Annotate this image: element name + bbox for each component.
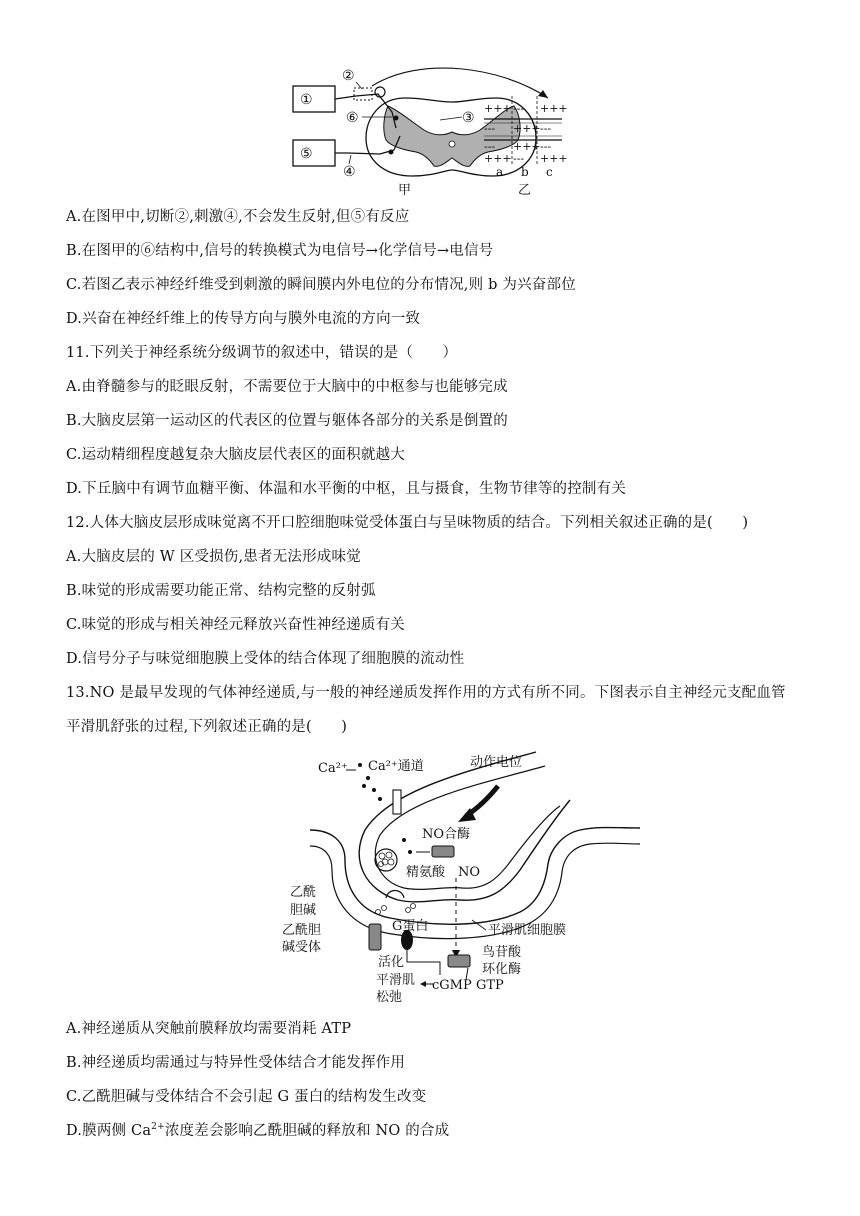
label-3: ③ bbox=[462, 110, 475, 126]
cut-site-2 bbox=[354, 88, 372, 100]
leader-3 bbox=[440, 117, 462, 120]
label-gtp: GTP bbox=[476, 978, 504, 993]
reflex-arc-figure bbox=[0, 0, 860, 210]
q13-option-d-sup: 2+ bbox=[151, 1122, 165, 1133]
charge-low-a: --- bbox=[484, 140, 496, 153]
guanylate-cyclase bbox=[448, 955, 470, 967]
ach-receptor bbox=[369, 924, 381, 950]
caption-yi: 乙 bbox=[518, 183, 532, 198]
q13-option-d-post: 浓度差会影响乙酰胆碱的释放和 NO 的合成 bbox=[164, 1123, 450, 1139]
central-canal bbox=[449, 141, 455, 147]
charge-bot-a: +++ bbox=[484, 152, 512, 165]
ca-channel bbox=[393, 790, 401, 814]
zone-c: c bbox=[546, 165, 553, 179]
q12-option-a: A.大脑皮层的 W 区受损伤,患者无法形成味觉 bbox=[66, 549, 361, 565]
q10-option-c: C.若图乙表示神经纤维受到刺激的瞬间膜内外电位的分布情况,则 b 为兴奋部位 bbox=[66, 277, 576, 293]
label-4: ④ bbox=[343, 164, 356, 180]
charge-bot-b: --- bbox=[513, 152, 525, 165]
charge-in-b: +++ bbox=[513, 122, 541, 135]
charge-top-c: +++ bbox=[540, 102, 568, 115]
q11-option-a: A.由脊髓参与的眨眼反射，不需要位于大脑中的中枢参与也能够完成 bbox=[66, 379, 508, 395]
label-activate: 活化 bbox=[378, 955, 405, 970]
label-sm-membrane: 平滑肌细胞膜 bbox=[488, 923, 567, 938]
label-relax-2: 松弛 bbox=[376, 990, 403, 1005]
synaptic-vesicle bbox=[375, 849, 397, 871]
q13-option-c: C.乙酰胆碱与受体结合不会引起 G 蛋白的结构发生改变 bbox=[66, 1089, 427, 1105]
arrowhead bbox=[538, 90, 548, 98]
q12-option-b: B.味觉的形成需要功能正常、结构完整的反射弧 bbox=[66, 583, 376, 599]
arrow-to-yi bbox=[372, 68, 548, 98]
no-synthase-box bbox=[432, 846, 454, 857]
label-g-protein: G蛋白 bbox=[392, 919, 429, 934]
label-ach-1: 乙酰 bbox=[290, 885, 317, 900]
charge-in-a: --- bbox=[484, 122, 496, 135]
zone-a: a bbox=[496, 165, 504, 179]
label-relax-1: 平滑肌 bbox=[376, 973, 416, 988]
q13-option-b: B.神经递质均需通过与特异性受体结合才能发挥作用 bbox=[66, 1055, 406, 1071]
q10-option-b: B.在图甲的⑥结构中,信号的转换模式为电信号→化学信号→电信号 bbox=[66, 243, 494, 259]
charge-bot-c: +++ bbox=[540, 152, 568, 165]
label-1: ① bbox=[300, 92, 313, 108]
charge-top-a: +++ bbox=[484, 102, 512, 115]
no-synapse-figure bbox=[0, 745, 860, 1005]
q12-option-c: C.味觉的形成与相关神经元释放兴奋性神经递质有关 bbox=[66, 617, 405, 633]
q11-option-d: D.下丘脑中有调节血糖平衡、体温和水平衡的中枢，且与摄食，生物节律等的控制有关 bbox=[66, 481, 627, 497]
q13-option-d bbox=[66, 1122, 449, 1140]
label-6: ⑥ bbox=[346, 110, 359, 126]
synapse-dot-1 bbox=[394, 116, 399, 121]
label-ca-channel: Ca²⁺通道 bbox=[368, 759, 424, 774]
label-no-synthase: NO合酶 bbox=[422, 827, 471, 842]
q13-option-a: A.神经递质从突触前膜释放均需要消耗 ATP bbox=[66, 1021, 352, 1037]
charge-top-b: --- bbox=[513, 102, 525, 115]
activation-arrow bbox=[407, 950, 440, 975]
label-arginine: 精氨酸 bbox=[406, 865, 446, 880]
q11-option-c: C.运动精细程度越复杂大脑皮层代表区的面积就越大 bbox=[66, 447, 405, 463]
ganglion bbox=[375, 87, 385, 97]
q12-stem: 12.人体大脑皮层形成味觉离不开口腔细胞味觉受体蛋白与呈味物质的结合。下列相关叙述正确的是( ) bbox=[66, 515, 749, 531]
label-gc-1: 鸟苷酸 bbox=[482, 945, 522, 960]
zone-b: b bbox=[521, 165, 529, 179]
q10-option-a: A.在图甲中,切断②,刺激④,不会发生反射,但⑤有反应 bbox=[66, 209, 410, 225]
q13-stem-line2: 平滑肌舒张的过程,下列叙述正确的是( ) bbox=[66, 719, 348, 735]
label-ca-ion: Ca²⁺ bbox=[318, 761, 348, 776]
acetylcholine-molecules bbox=[376, 904, 416, 915]
q10-option-d: D.兴奋在神经纤维上的传导方向与膜外电流的方向一致 bbox=[66, 311, 421, 327]
q12-option-d: D.信号分子与味觉细胞膜上受体的结合体现了细胞膜的流动性 bbox=[66, 651, 465, 667]
q13-option-d-pre: D.膜两侧 Ca bbox=[66, 1123, 152, 1139]
label-cgmp: cGMP bbox=[432, 978, 472, 993]
q11-stem: 11.下列关于神经系统分级调节的叙述中，错误的是（ ） bbox=[66, 345, 458, 361]
q13-stem-line1: 13.NO 是最早发现的气体神经递质,与一般的神经递质发挥作用的方式有所不同。下图表示自主神经元支配血管 bbox=[66, 685, 786, 701]
label-gc-2: 环化酶 bbox=[482, 962, 522, 977]
q11-option-b: B.大脑皮层第一运动区的代表区的位置与躯体各部分的关系是倒置的 bbox=[66, 413, 508, 429]
charge-low-c: --- bbox=[540, 140, 552, 153]
label-ach-2: 胆碱 bbox=[290, 903, 317, 918]
label-5: ⑤ bbox=[300, 146, 313, 162]
vesicle-contents bbox=[379, 852, 395, 867]
label-receptor-2: 碱受体 bbox=[282, 940, 322, 955]
label-receptor-1: 乙酰胆 bbox=[282, 923, 322, 938]
cgmp-arrowhead bbox=[420, 981, 426, 987]
label-action-potential: 动作电位 bbox=[470, 755, 523, 770]
label-2: ② bbox=[342, 68, 355, 84]
charge-in-c: --- bbox=[540, 122, 552, 135]
leader-4 bbox=[349, 155, 351, 164]
synapse-dot-2 bbox=[389, 150, 394, 155]
charge-low-b: +++ bbox=[513, 140, 541, 153]
caption-jia: 甲 bbox=[398, 183, 412, 198]
label-no: NO bbox=[458, 865, 481, 880]
